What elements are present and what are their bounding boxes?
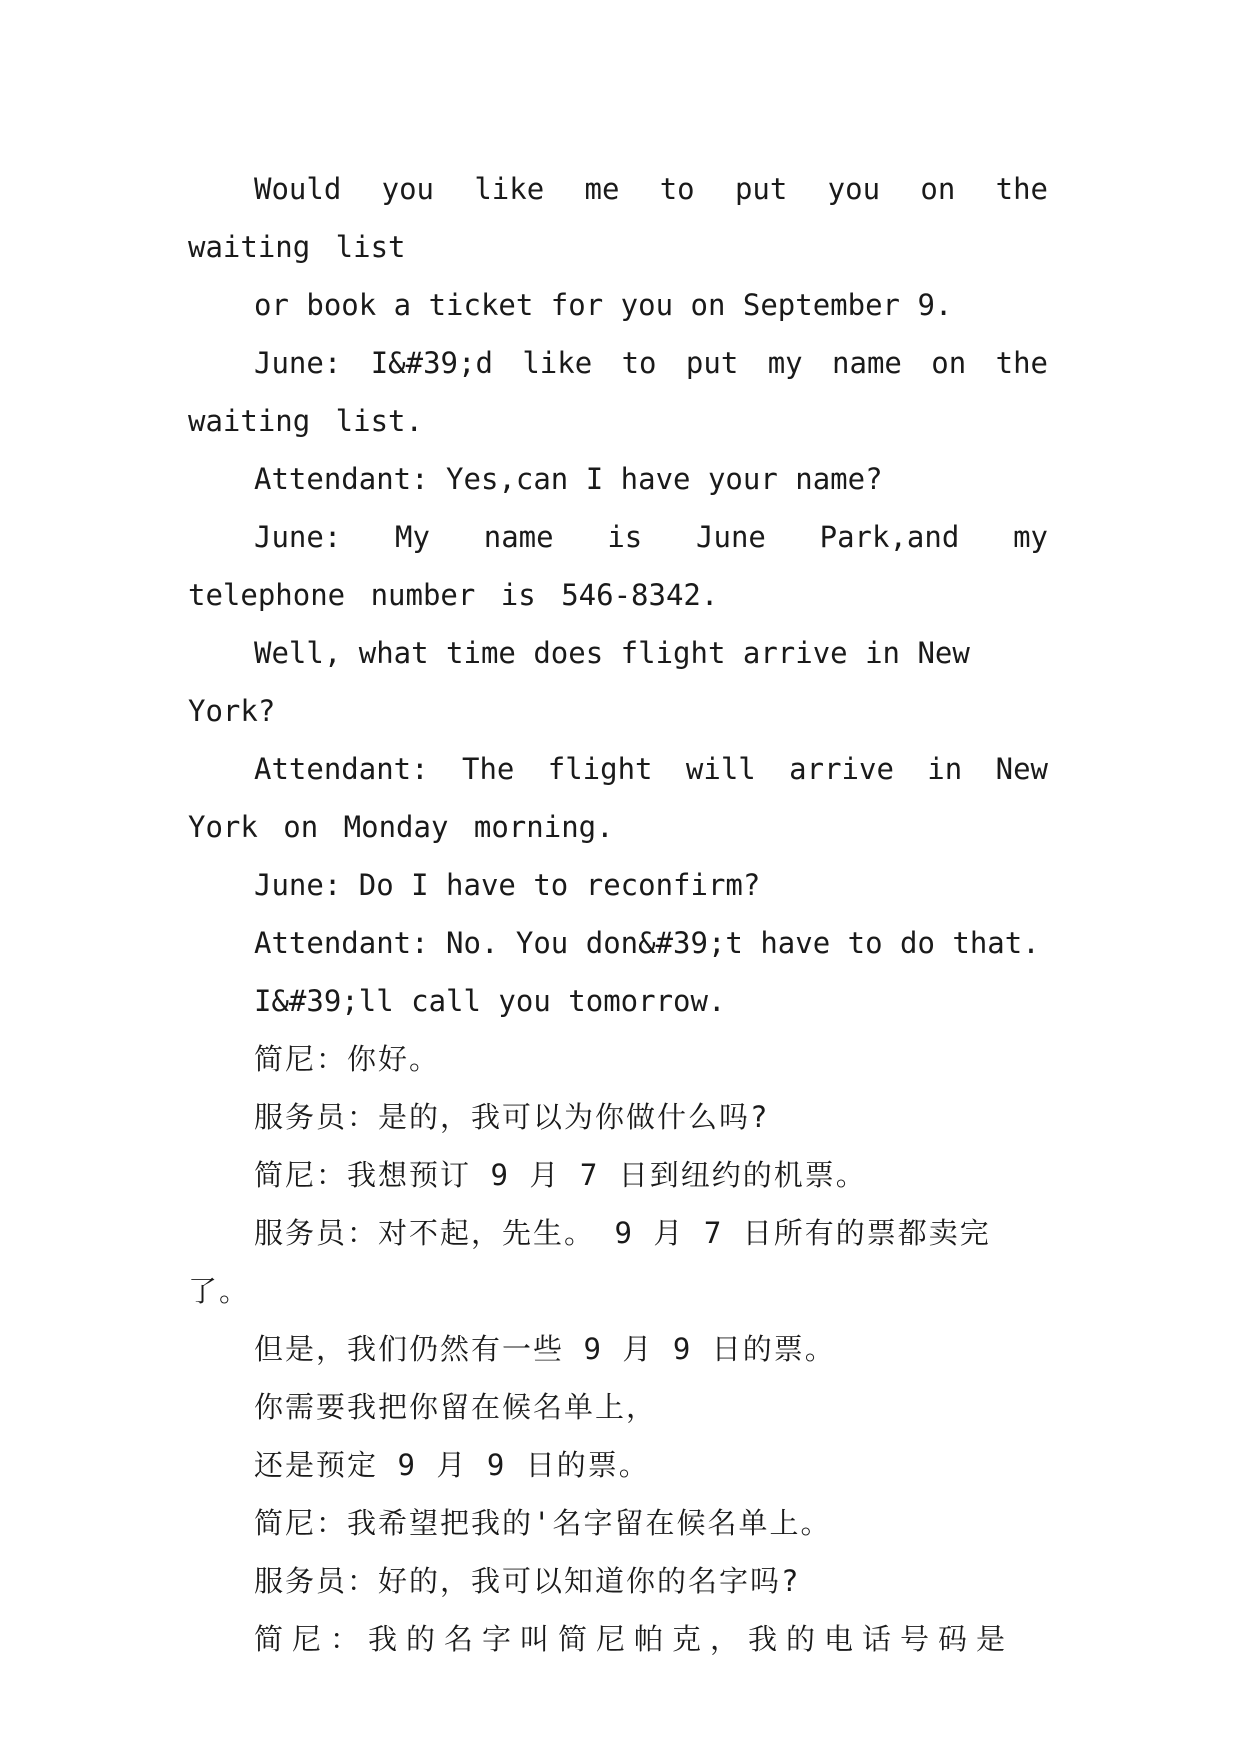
paragraph: Attendant: Yes,can I have your name? [254, 462, 883, 496]
paragraph: 还是预定 9 月 9 日的票。 [254, 1448, 650, 1482]
paragraph: 服务员：是的，我可以为你做什么吗? [254, 1100, 770, 1134]
paragraph: 服务员：好的，我可以知道你的名字吗? [254, 1564, 801, 1598]
paragraph: or book a ticket for you on September 9. [254, 288, 953, 322]
paragraph: June: Do I have to reconfirm? [254, 868, 761, 902]
paragraph: 简尼：我的名字叫简尼帕克，我的电话号码是 [254, 1622, 1015, 1656]
paragraph: 简尼：我希望把我的'名字留在候名单上。 [254, 1506, 832, 1540]
paragraph: 你需要我把你留在候名单上， [254, 1390, 658, 1424]
paragraph: 但是，我们仍然有一些 9 月 9 日的票。 [254, 1332, 836, 1366]
paragraph: 服务员：对不起，先生。 9 月 7 日所有的票都卖完了。 [188, 1216, 991, 1308]
paragraph: 简尼：你好。 [254, 1042, 441, 1076]
paragraph: June: I&#39;d like to put my name on the waiting list. [188, 346, 1048, 438]
paragraph: Attendant: The flight will arrive in New York on Monday morning. [188, 752, 1048, 844]
paragraph: June: My name is June Park,and my telephone number is 546-8342. [188, 520, 1048, 612]
paragraph: Well, what time does flight arrive in New York? [188, 636, 970, 728]
paragraph: Attendant: No. You don&#39;t have to do that. [254, 926, 1040, 960]
paragraph: Would you like me to put you on the waiting list [188, 172, 1048, 264]
document-body [188, 160, 1048, 1668]
paragraph: I&#39;ll call you tomorrow. [254, 984, 726, 1018]
paragraph: 简尼：我想预订 9 月 7 日到纽约的机票。 [254, 1158, 867, 1192]
